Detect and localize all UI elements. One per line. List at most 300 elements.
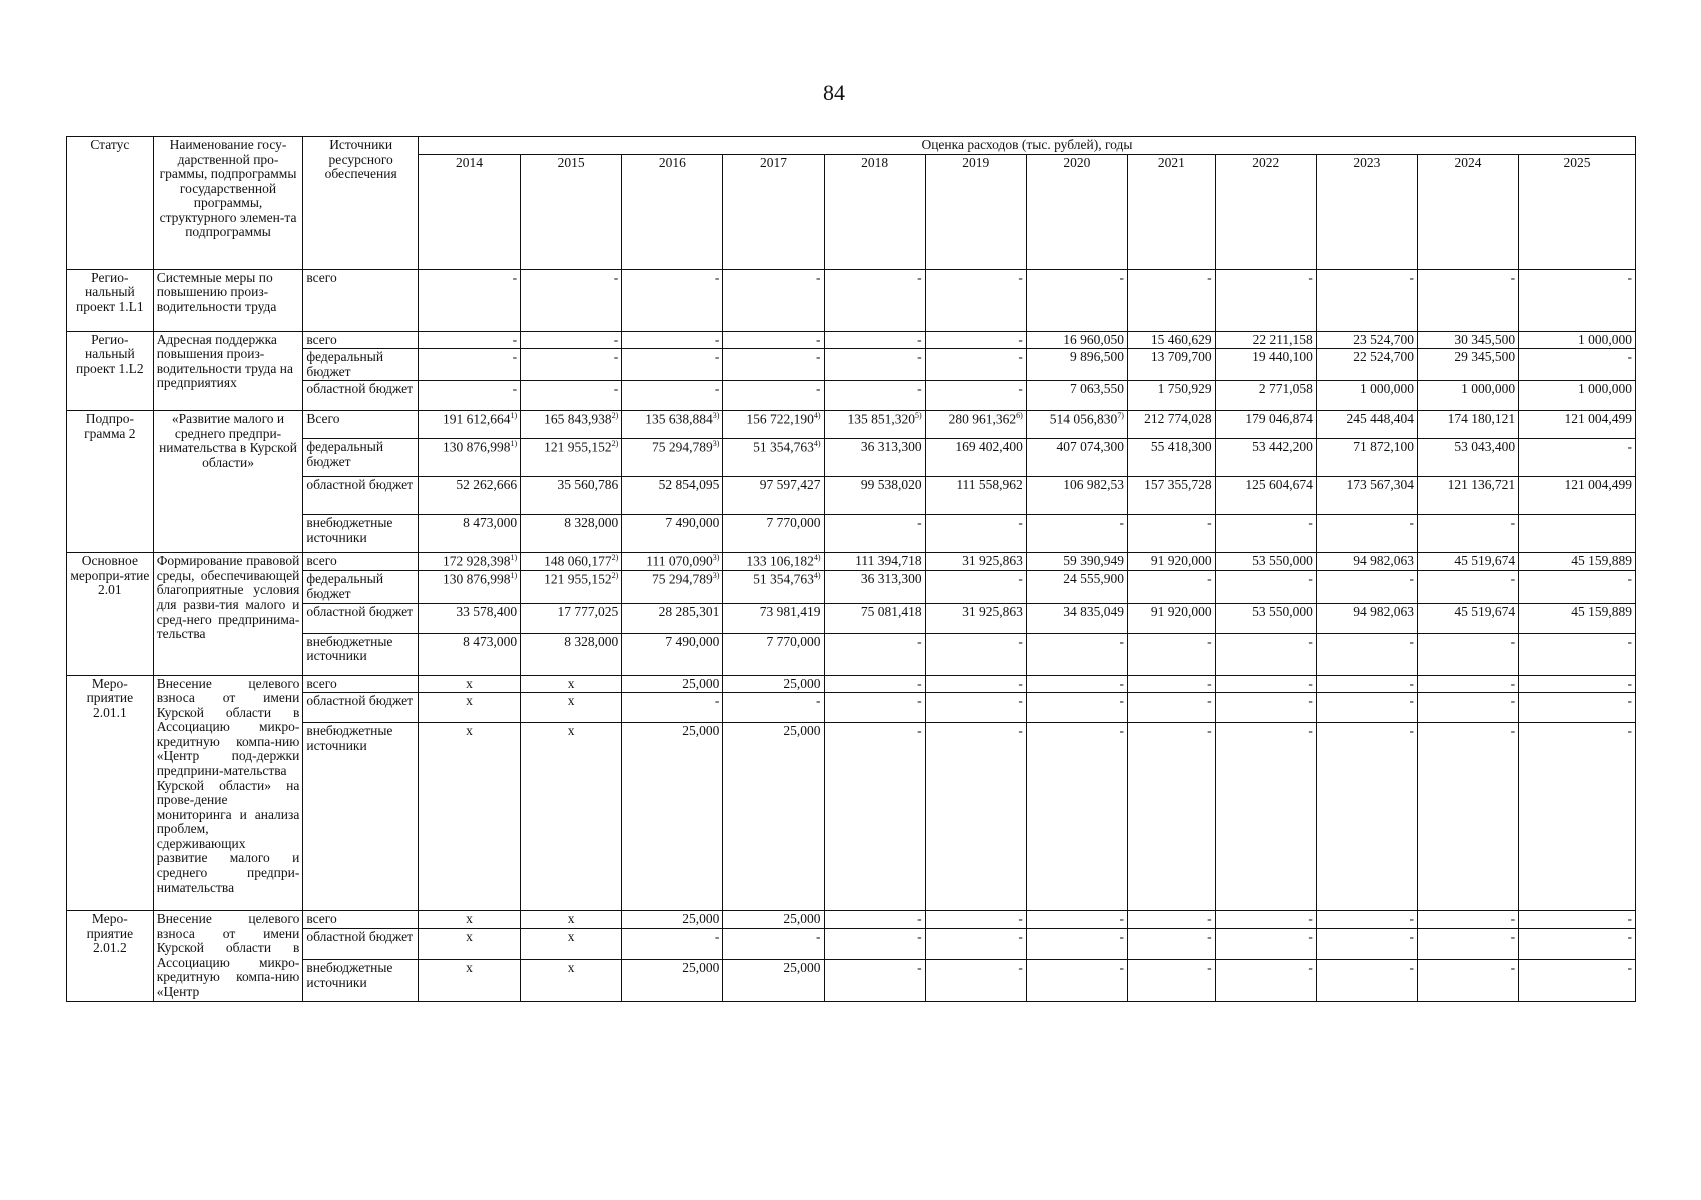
table-row: [67, 411, 1636, 439]
value-cell: [1026, 960, 1127, 1001]
value-cell: [1215, 331, 1316, 349]
value-cell: [1215, 929, 1316, 960]
value-text: -: [1409, 723, 1414, 739]
value-cell: [723, 411, 824, 439]
value-text: -: [714, 381, 720, 397]
value-text: -: [1018, 960, 1023, 976]
value-text: -: [1510, 929, 1516, 945]
value-cell: [723, 675, 824, 693]
status-cell: Регио-нальный проект 1.L2: [67, 331, 154, 411]
value-text: 53 550,000: [1252, 553, 1313, 569]
value-cell: [1519, 411, 1636, 439]
value-text: -: [1409, 515, 1414, 531]
value-cell: [418, 693, 520, 723]
value-text: -: [917, 911, 922, 927]
value-text: 94 982,063: [1353, 553, 1414, 569]
value-text: -: [1510, 723, 1516, 739]
value-cell: [1026, 269, 1127, 331]
value-text: -: [917, 349, 922, 365]
value-cell: [1127, 571, 1215, 603]
value-cell: [1519, 693, 1636, 723]
value-text: -: [917, 929, 922, 945]
value-text: 7 490,000: [665, 633, 720, 649]
value-text: -: [613, 349, 619, 365]
value-text: 29 345,500: [1454, 349, 1516, 365]
value-cell: [925, 675, 1026, 693]
header-year: 2017: [723, 154, 824, 269]
value-cell: [1215, 411, 1316, 439]
value-text: 22 524,700: [1353, 349, 1414, 365]
value-text: -: [917, 693, 922, 709]
value-text: 15 460,629: [1150, 331, 1212, 347]
value-text: 111 394,718: [855, 553, 922, 569]
value-cell: [925, 331, 1026, 349]
value-cell: [1417, 693, 1518, 723]
value-text: x: [567, 675, 575, 691]
value-cell: [1417, 411, 1518, 439]
name-cell: Системные меры по повышению произ-водительности труда: [153, 269, 303, 331]
value-text: -: [1119, 515, 1124, 531]
status-cell: Подпро-грамма 2: [67, 411, 154, 553]
value-cell: [1026, 439, 1127, 477]
value-text: 59 390,949: [1063, 553, 1124, 569]
source-cell: областной бюджет: [303, 693, 419, 723]
value-text: x: [466, 723, 473, 739]
value-cell: [1519, 571, 1636, 603]
value-cell: [1519, 269, 1636, 331]
value-text: -: [1207, 571, 1212, 587]
value-text: -: [1627, 723, 1632, 739]
value-cell: [1026, 571, 1127, 603]
value-text: 121 955,152: [544, 571, 612, 587]
value-cell: [521, 411, 622, 439]
value-cell: [824, 515, 925, 553]
value-cell: [1417, 911, 1518, 929]
table-row: [67, 553, 1636, 571]
value-text: -: [1308, 675, 1313, 691]
value-cell: [1417, 477, 1518, 515]
value-text: 1 000,000: [1578, 331, 1632, 347]
value-cell: [418, 411, 520, 439]
footnote-marker: 4): [813, 553, 821, 563]
value-text: 45 159,889: [1571, 603, 1632, 619]
value-text: -: [1409, 693, 1414, 709]
value-cell: [1127, 675, 1215, 693]
value-text: -: [1207, 675, 1212, 691]
value-cell: [418, 675, 520, 693]
footnote-marker: 6): [1016, 411, 1023, 421]
source-cell: внебюджетные источники: [303, 960, 419, 1001]
value-cell: [1026, 411, 1127, 439]
footnote-marker: 1): [510, 571, 518, 581]
value-cell: [1127, 515, 1215, 553]
value-cell: [1316, 571, 1417, 603]
source-cell: федеральный бюджет: [303, 571, 419, 603]
value-text: -: [1207, 960, 1212, 976]
value-text: 25,000: [783, 960, 821, 976]
status-cell: Основное меропри-ятие 2.01: [67, 553, 154, 675]
value-cell: [723, 349, 824, 381]
value-cell: [824, 929, 925, 960]
value-text: -: [1409, 929, 1414, 945]
value-cell: [1127, 477, 1215, 515]
value-cell: [1316, 349, 1417, 381]
value-text: -: [917, 960, 922, 976]
value-cell: [1519, 675, 1636, 693]
value-text: 22 211,158: [1252, 331, 1313, 347]
table-body: [67, 269, 1636, 1001]
value-cell: [1316, 439, 1417, 477]
value-text: 31 925,863: [962, 553, 1023, 569]
value-cell: [1215, 675, 1316, 693]
value-text: -: [1018, 723, 1023, 739]
value-cell: [622, 515, 723, 553]
value-text: -: [1119, 723, 1124, 739]
value-cell: [1215, 960, 1316, 1001]
value-text: 25,000: [783, 723, 821, 739]
value-cell: [521, 515, 622, 553]
value-text: 280 961,362: [948, 411, 1017, 427]
value-text: -: [917, 269, 922, 285]
value-text: 174 180,121: [1447, 411, 1516, 427]
value-cell: [418, 553, 520, 571]
footnote-marker: 2): [611, 439, 619, 449]
value-cell: [1026, 929, 1127, 960]
value-cell: [1316, 911, 1417, 929]
name-cell: Формирование правовой среды, обеспечивающей благоприятные условия для разви-тия малого и сред-него предпринима-тельства: [153, 553, 303, 675]
value-text: -: [1627, 911, 1632, 927]
value-text: -: [917, 515, 922, 531]
value-cell: [1026, 675, 1127, 693]
footnote-marker: 4): [813, 571, 821, 581]
value-text: 106 982,53: [1063, 477, 1124, 493]
value-cell: [1417, 571, 1518, 603]
value-text: 8 328,000: [564, 633, 619, 649]
source-cell: всего: [303, 911, 419, 929]
value-text: x: [466, 693, 473, 709]
value-text: 125 604,674: [1245, 477, 1313, 493]
value-text: -: [816, 929, 821, 945]
value-cell: [824, 331, 925, 349]
value-text: -: [1510, 675, 1516, 691]
value-text: 7 770,000: [766, 515, 821, 531]
value-cell: [1127, 269, 1215, 331]
value-cell: [622, 911, 723, 929]
value-text: 25,000: [783, 911, 821, 927]
value-cell: [1417, 515, 1518, 553]
value-cell: [723, 515, 824, 553]
value-cell: [1127, 331, 1215, 349]
value-cell: [1215, 911, 1316, 929]
value-cell: [1127, 411, 1215, 439]
value-cell: [1127, 960, 1215, 1001]
value-text: x: [567, 929, 575, 945]
source-cell: внебюджетные источники: [303, 723, 419, 911]
value-text: 36 313,300: [860, 439, 922, 455]
source-cell: всего: [303, 269, 419, 331]
value-cell: [1519, 477, 1636, 515]
value-text: 9 896,500: [1069, 349, 1124, 365]
value-cell: [1316, 929, 1417, 960]
value-text: 7 063,550: [1069, 381, 1124, 397]
value-text: 52 262,666: [456, 477, 518, 493]
value-text: -: [1308, 515, 1313, 531]
table-row: [67, 331, 1636, 349]
value-text: 1 750,929: [1157, 381, 1212, 397]
value-cell: [1127, 439, 1215, 477]
value-text: -: [512, 269, 518, 285]
value-cell: [418, 439, 520, 477]
source-cell: федеральный бюджет: [303, 439, 419, 477]
value-text: -: [1018, 929, 1023, 945]
value-cell: [521, 911, 622, 929]
value-cell: [824, 349, 925, 381]
value-cell: [1316, 960, 1417, 1001]
value-cell: [622, 477, 723, 515]
value-text: 148 060,177: [544, 553, 612, 569]
value-cell: [925, 381, 1026, 411]
value-cell: [925, 633, 1026, 675]
value-text: -: [1119, 633, 1124, 649]
value-cell: [1215, 269, 1316, 331]
value-text: 75 294,789: [651, 439, 713, 455]
value-cell: [1127, 929, 1215, 960]
value-cell: [723, 269, 824, 331]
value-cell: [1417, 960, 1518, 1001]
value-cell: [925, 960, 1026, 1001]
value-text: -: [1207, 515, 1212, 531]
value-text: 75 294,789: [651, 571, 713, 587]
value-text: 51 354,763: [753, 571, 814, 587]
value-text: 514 056,830: [1049, 411, 1118, 427]
value-text: 179 046,874: [1245, 411, 1313, 427]
name-cell: Внесение целевого взноса от имени Курской области в Ассоциацию микро-кредитную компа-нию «Центр: [153, 911, 303, 1001]
value-text: -: [917, 675, 922, 691]
source-cell: внебюджетные источники: [303, 515, 419, 553]
value-text: -: [714, 269, 720, 285]
value-cell: [925, 515, 1026, 553]
value-cell: [521, 723, 622, 911]
value-cell: [622, 381, 723, 411]
value-text: -: [1207, 929, 1212, 945]
value-cell: [723, 960, 824, 1001]
value-text: -: [1207, 269, 1212, 285]
value-text: -: [1510, 515, 1516, 531]
value-cell: [1215, 693, 1316, 723]
value-text: -: [613, 381, 619, 397]
value-cell: [824, 633, 925, 675]
value-text: -: [1510, 693, 1516, 709]
value-cell: [521, 269, 622, 331]
status-cell: Меро-приятие 2.01.1: [67, 675, 154, 911]
value-text: -: [917, 633, 922, 649]
value-text: 121 004,499: [1564, 411, 1632, 427]
header-year: 2024: [1417, 154, 1518, 269]
header-year: 2020: [1026, 154, 1127, 269]
value-cell: [824, 723, 925, 911]
footnote-marker: 7): [1117, 411, 1124, 421]
value-text: x: [466, 960, 473, 976]
value-cell: [521, 349, 622, 381]
header-name: Наименование госу-дарственной про-граммы, подпрограммы государственной программы, структурного элемен-та подпрограммы: [153, 137, 303, 270]
value-cell: [1519, 603, 1636, 633]
source-cell: всего: [303, 331, 419, 349]
value-cell: [1215, 553, 1316, 571]
value-cell: [622, 723, 723, 911]
footnote-marker: 1): [510, 439, 518, 449]
page-number: 84: [823, 80, 845, 105]
value-text: 13 709,700: [1150, 349, 1212, 365]
value-cell: [723, 381, 824, 411]
value-text: 173 567,304: [1346, 477, 1414, 493]
value-cell: [1026, 349, 1127, 381]
value-text: -: [1119, 960, 1124, 976]
source-cell: Всего: [303, 411, 419, 439]
value-cell: [824, 553, 925, 571]
value-text: 23 524,700: [1353, 331, 1414, 347]
value-text: 1 000,000: [1461, 381, 1516, 397]
value-text: 24 555,900: [1063, 571, 1124, 587]
value-cell: [1127, 603, 1215, 633]
value-cell: [723, 603, 824, 633]
value-text: -: [1409, 633, 1414, 649]
footnote-marker: 2): [611, 571, 619, 581]
header-year: 2022: [1215, 154, 1316, 269]
value-cell: [418, 929, 520, 960]
value-cell: [418, 571, 520, 603]
footnote-marker: 4): [813, 411, 821, 421]
value-text: -: [1018, 349, 1023, 365]
value-cell: [622, 269, 723, 331]
value-cell: [824, 439, 925, 477]
value-text: -: [1018, 331, 1023, 347]
value-cell: [1215, 477, 1316, 515]
header-expenses: Оценка расходов (тыс. рублей), годы: [418, 137, 1635, 155]
value-text: 191 612,664: [442, 411, 511, 427]
value-text: 157 355,728: [1144, 477, 1212, 493]
value-text: -: [1409, 571, 1414, 587]
value-text: -: [1627, 269, 1632, 285]
value-cell: [925, 929, 1026, 960]
value-cell: [824, 693, 925, 723]
value-cell: [1127, 349, 1215, 381]
value-text: 45 519,674: [1454, 603, 1516, 619]
value-text: 121 955,152: [544, 439, 612, 455]
value-text: 8 473,000: [463, 515, 518, 531]
value-cell: [1316, 477, 1417, 515]
value-cell: [1519, 929, 1636, 960]
value-text: 245 448,404: [1346, 411, 1414, 427]
value-cell: [824, 381, 925, 411]
value-cell: [521, 477, 622, 515]
value-cell: [925, 693, 1026, 723]
value-text: -: [1627, 633, 1632, 649]
value-cell: [521, 439, 622, 477]
value-cell: [521, 693, 622, 723]
value-text: -: [714, 331, 720, 347]
value-cell: [723, 439, 824, 477]
table-row: [67, 911, 1636, 929]
value-cell: [723, 723, 824, 911]
value-text: x: [567, 723, 575, 739]
value-text: -: [1308, 723, 1313, 739]
value-text: 28 285,301: [658, 603, 720, 619]
value-cell: [622, 929, 723, 960]
value-cell: [723, 331, 824, 349]
value-text: x: [466, 929, 473, 945]
value-text: 25,000: [682, 675, 720, 691]
value-text: -: [1308, 911, 1313, 927]
value-text: -: [1627, 693, 1632, 709]
value-text: -: [1409, 269, 1414, 285]
value-text: 1 000,000: [1578, 381, 1632, 397]
value-text: -: [1510, 633, 1516, 649]
value-cell: [723, 571, 824, 603]
value-text: -: [1018, 693, 1023, 709]
value-cell: [1417, 723, 1518, 911]
value-cell: [622, 675, 723, 693]
value-text: -: [1308, 929, 1313, 945]
value-text: -: [714, 693, 720, 709]
value-text: 91 920,000: [1150, 603, 1212, 619]
value-cell: [1417, 331, 1518, 349]
value-cell: [824, 571, 925, 603]
value-text: 73 981,419: [759, 603, 821, 619]
value-cell: [824, 269, 925, 331]
value-text: -: [1119, 929, 1124, 945]
value-text: 121 136,721: [1447, 477, 1516, 493]
value-cell: [1417, 439, 1518, 477]
value-text: -: [816, 693, 821, 709]
footnote-marker: 1): [510, 553, 518, 563]
value-text: -: [1207, 911, 1212, 927]
value-text: -: [917, 723, 922, 739]
header-year: 2014: [418, 154, 520, 269]
footnote-marker: 3): [712, 553, 720, 563]
value-cell: [622, 349, 723, 381]
value-cell: [622, 633, 723, 675]
value-cell: [1127, 911, 1215, 929]
value-cell: [521, 603, 622, 633]
value-text: -: [1119, 911, 1124, 927]
value-cell: [1519, 553, 1636, 571]
value-cell: [925, 911, 1026, 929]
value-cell: [1316, 603, 1417, 633]
value-text: -: [1018, 633, 1023, 649]
budget-table: [66, 136, 1636, 1002]
value-text: -: [816, 269, 821, 285]
value-cell: [418, 477, 520, 515]
header-year: 2015: [521, 154, 622, 269]
value-cell: [1026, 331, 1127, 349]
value-cell: [1026, 911, 1127, 929]
header-year: 2025: [1519, 154, 1636, 269]
value-text: 53 550,000: [1252, 603, 1313, 619]
footnote-marker: 2): [611, 553, 619, 563]
value-cell: [1316, 675, 1417, 693]
value-text: -: [1018, 571, 1023, 587]
value-cell: [622, 439, 723, 477]
value-text: -: [714, 929, 720, 945]
value-cell: [1127, 693, 1215, 723]
value-cell: [1026, 553, 1127, 571]
value-text: 7 770,000: [766, 633, 821, 649]
footnote-marker: 4): [813, 439, 821, 449]
header-status: Статус: [67, 137, 154, 270]
value-text: 75 081,418: [860, 603, 922, 619]
value-cell: [1026, 381, 1127, 411]
value-cell: [723, 553, 824, 571]
